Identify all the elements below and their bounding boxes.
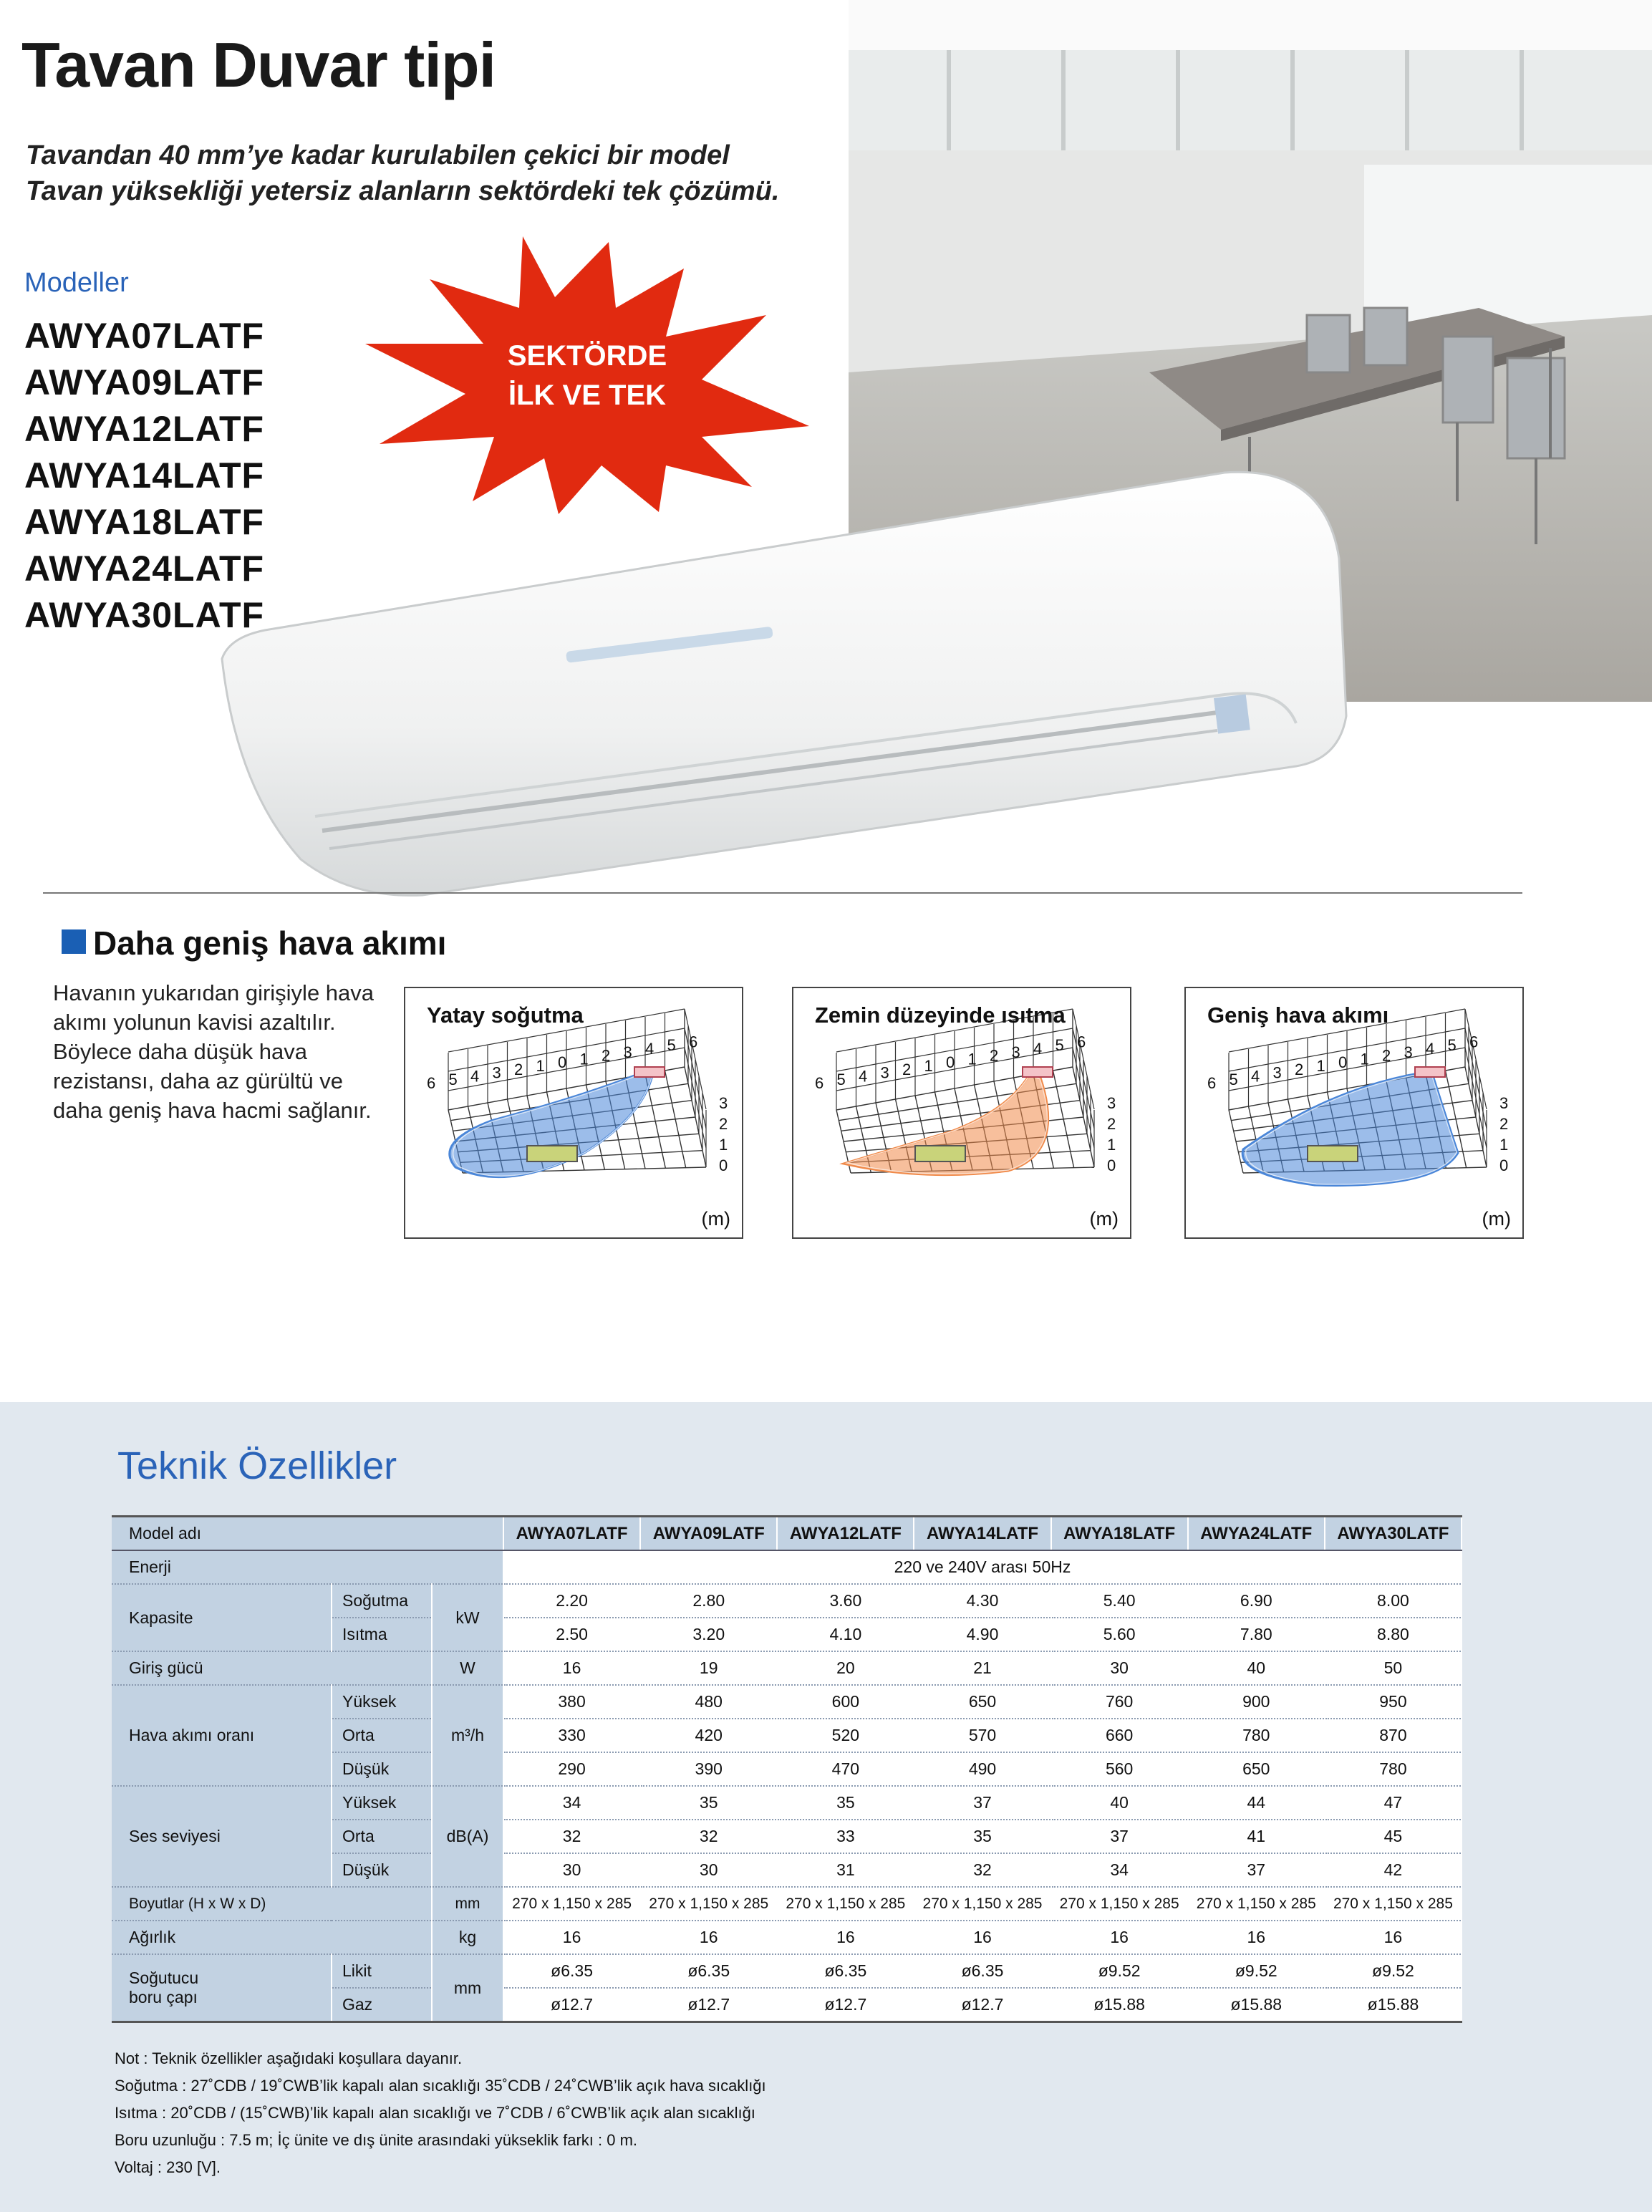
cell: 16 <box>1188 1921 1325 1954</box>
airflow-panel-wide-airflow <box>1184 987 1524 1239</box>
sub-label: Yüksek <box>332 1786 432 1820</box>
cell: 16 <box>1051 1921 1188 1954</box>
cell: 44 <box>1188 1786 1325 1820</box>
sub-label: Orta <box>332 1719 432 1752</box>
axis-tick-label: 0 <box>1499 1156 1509 1174</box>
sub-label: Gaz <box>332 1988 432 2022</box>
cell: 2.20 <box>503 1584 640 1618</box>
cell: 35 <box>640 1786 777 1820</box>
axis-tick-label: 5 <box>1447 1036 1457 1055</box>
panel-unit-label: (m) <box>701 1208 730 1230</box>
indoor-unit-marker <box>634 1067 665 1077</box>
note-line: Voltaj : 230 [V]. <box>115 2158 221 2176</box>
model-column-header: AWYA09LATF <box>640 1517 777 1551</box>
sub-label: Soğutma <box>332 1584 432 1618</box>
model-name: AWYA24LATF <box>24 549 265 589</box>
pipe-label-line-2: boru çapı <box>129 1988 198 2006</box>
table-row-energy <box>112 1550 1462 1584</box>
note-line: Isıtma : 20˚CDB / (15˚CWB)’lik kapalı alan sıcaklığı ve 7˚CDB / 6˚CWB’lik açık alan sıcaklığı <box>115 2104 755 2122</box>
axis-tick-label: 2 <box>514 1060 523 1078</box>
cell: 470 <box>777 1752 914 1786</box>
cell: 32 <box>503 1820 640 1853</box>
cell: 330 <box>503 1719 640 1752</box>
axis-tick-label: 1 <box>579 1050 589 1068</box>
cell: 20 <box>777 1651 914 1685</box>
panel-title: Zemin düzeyinde ısıtma <box>815 1003 1066 1028</box>
cell: ø6.35 <box>640 1954 777 1988</box>
cell: 270 x 1,150 x 285 <box>777 1887 914 1921</box>
cell: 270 x 1,150 x 285 <box>640 1887 777 1921</box>
axis-tick-label: 5 <box>667 1036 676 1055</box>
axis-tick-label: 0 <box>719 1156 728 1174</box>
cell: ø9.52 <box>1325 1954 1462 1988</box>
axis-tick-label: 3 <box>1011 1043 1020 1061</box>
cell: ø9.52 <box>1051 1954 1188 1988</box>
axis-tick-label: 5 <box>1229 1071 1238 1089</box>
specs-table <box>112 1515 1462 2023</box>
unit-label: mm <box>432 1954 503 2022</box>
model-column-header: AWYA12LATF <box>777 1517 914 1551</box>
model-name: AWYA09LATF <box>24 362 265 402</box>
cell: 5.60 <box>1051 1618 1188 1651</box>
cell: 31 <box>777 1853 914 1887</box>
dims-label: Boyutlar (H x W x D) <box>112 1887 432 1921</box>
table-row-capacity-cooling <box>112 1584 1462 1618</box>
energy-label: Enerji <box>112 1550 503 1584</box>
section-bullet-square <box>62 929 86 954</box>
header-label: Model adı <box>112 1517 503 1551</box>
sub-label: Düşük <box>332 1752 432 1786</box>
cell: 45 <box>1325 1820 1462 1853</box>
cell: 16 <box>503 1921 640 1954</box>
cell: 37 <box>914 1786 1050 1820</box>
cell: ø6.35 <box>777 1954 914 1988</box>
table-row-dimensions <box>112 1887 1462 1921</box>
table-row-pipe-liquid <box>112 1954 1462 1988</box>
cell: 19 <box>640 1651 777 1685</box>
cell: 41 <box>1188 1820 1325 1853</box>
axis-tick-label: 2 <box>990 1046 999 1065</box>
model-column-header: AWYA14LATF <box>914 1517 1050 1551</box>
table-header-row <box>112 1517 1462 1551</box>
cell: 950 <box>1325 1685 1462 1719</box>
cell: 35 <box>777 1786 914 1820</box>
panel-unit-label: (m) <box>1089 1208 1119 1230</box>
note-line: Not : Teknik özellikler aşağıdaki koşullara dayanır. <box>115 2049 463 2067</box>
axis-tick-label: 4 <box>859 1067 868 1086</box>
cell: 420 <box>640 1719 777 1752</box>
cell: 16 <box>914 1921 1050 1954</box>
cell: 32 <box>914 1853 1050 1887</box>
noise-label: Ses seviyesi <box>112 1786 332 1887</box>
power-label: Giriş gücü <box>112 1651 432 1685</box>
axis-tick-label: 4 <box>645 1040 654 1058</box>
axis-tick-label: 3 <box>1404 1043 1413 1061</box>
cell: 37 <box>1188 1853 1325 1887</box>
cell: 780 <box>1325 1752 1462 1786</box>
cell: 6.90 <box>1188 1584 1325 1618</box>
unit-label: m³/h <box>432 1685 503 1786</box>
note-line: Boru uzunluğu : 7.5 m; İç ünite ve dış ünite arasındaki yükseklik farkı : 0 m. <box>115 2131 638 2149</box>
axis-tick-label: 4 <box>1426 1040 1435 1058</box>
table-row-airflow-high <box>112 1685 1462 1719</box>
axis-tick-label: 4 <box>1033 1040 1043 1058</box>
axis-tick-label: 3 <box>1499 1094 1509 1112</box>
weight-label: Ağırlık <box>112 1921 432 1954</box>
cell: 5.40 <box>1051 1584 1188 1618</box>
furniture-marker <box>527 1146 577 1161</box>
airflow-panel-floor-heating <box>792 987 1131 1239</box>
axis-tick-label: 1 <box>536 1057 545 1075</box>
cell: ø12.7 <box>503 1988 640 2022</box>
indoor-unit-marker <box>1415 1067 1445 1077</box>
model-column-header: AWYA18LATF <box>1051 1517 1188 1551</box>
axis-tick-label: 3 <box>719 1094 728 1112</box>
cell: 480 <box>640 1685 777 1719</box>
axis-tick-label: 1 <box>1360 1050 1369 1068</box>
cell: ø6.35 <box>914 1954 1050 1988</box>
model-name: AWYA18LATF <box>24 502 265 542</box>
pipe-label <box>112 1954 332 2022</box>
airflow-label: Hava akımı oranı <box>112 1685 332 1786</box>
axis-tick-label: 1 <box>924 1057 933 1075</box>
cell: 8.80 <box>1325 1618 1462 1651</box>
cell: ø12.7 <box>777 1988 914 2022</box>
cell: 40 <box>1188 1651 1325 1685</box>
model-name: AWYA30LATF <box>24 595 265 635</box>
axis-tick-label: 4 <box>1251 1067 1260 1086</box>
airflow-description: Havanın yukarıdan girişiyle hava akımı yolunun kavisi azaltılır. Böylece daha düşük hava rezistansı, daha az gürültü ve daha geniş hava hacmi sağlanır. <box>53 980 375 1123</box>
unit-label: kW <box>432 1584 503 1651</box>
note-line: Soğutma : 27˚CDB / 19˚CWB’lik kapalı alan sıcaklığı 35˚CDB / 24˚CWB’lik açık hava sıcaklığı <box>115 2077 766 2095</box>
axis-tick-label: 1 <box>719 1136 728 1154</box>
cell: 4.10 <box>777 1618 914 1651</box>
cell: 290 <box>503 1752 640 1786</box>
cell: 380 <box>503 1685 640 1719</box>
cell: 16 <box>640 1921 777 1954</box>
cell: ø12.7 <box>914 1988 1050 2022</box>
model-name: AWYA12LATF <box>24 409 265 449</box>
section-divider <box>43 892 1522 894</box>
cell: 900 <box>1188 1685 1325 1719</box>
panel-unit-label: (m) <box>1482 1208 1511 1230</box>
sub-label: Likit <box>332 1954 432 1988</box>
axis-tick-label: 5 <box>1055 1036 1064 1055</box>
axis-tick-label: 3 <box>1272 1063 1282 1082</box>
cell: 570 <box>914 1719 1050 1752</box>
air-conditioner-unit-illustration <box>208 458 1353 902</box>
unit-label: mm <box>432 1887 503 1921</box>
cell: 270 x 1,150 x 285 <box>1325 1887 1462 1921</box>
cell: 16 <box>503 1651 640 1685</box>
cell: 47 <box>1325 1786 1462 1820</box>
axis-tick-label: 2 <box>902 1060 912 1078</box>
axis-tick-label: 5 <box>448 1071 458 1089</box>
cell: 490 <box>914 1752 1050 1786</box>
cell: 390 <box>640 1752 777 1786</box>
cell: 4.30 <box>914 1584 1050 1618</box>
model-name: AWYA07LATF <box>24 316 265 356</box>
model-name: AWYA14LATF <box>24 455 265 496</box>
cell: 650 <box>914 1685 1050 1719</box>
axis-tick-label: 0 <box>558 1053 567 1072</box>
cell: ø15.88 <box>1325 1988 1462 2022</box>
indoor-unit-marker <box>1023 1067 1053 1077</box>
axis-tick-label: 6 <box>815 1074 824 1092</box>
cell: 50 <box>1325 1651 1462 1685</box>
axis-tick-label: 2 <box>719 1115 728 1133</box>
axis-tick-label: 2 <box>602 1046 611 1065</box>
sub-label: Orta <box>332 1820 432 1853</box>
cell: 35 <box>914 1820 1050 1853</box>
models-label: Modeller <box>24 268 129 298</box>
capacity-label: Kapasite <box>112 1584 332 1651</box>
cell: 40 <box>1051 1786 1188 1820</box>
cell: 270 x 1,150 x 285 <box>1051 1887 1188 1921</box>
axis-tick-label: 0 <box>946 1053 955 1072</box>
badge-line-2: İLK VE TEK <box>508 380 667 411</box>
cell: 30 <box>1051 1651 1188 1685</box>
sub-label: Isıtma <box>332 1618 432 1651</box>
axis-tick-label: 6 <box>1469 1033 1479 1051</box>
specs-title: Teknik Özellikler <box>117 1444 397 1487</box>
cell: ø6.35 <box>503 1954 640 1988</box>
cell: 270 x 1,150 x 285 <box>1188 1887 1325 1921</box>
furniture-marker <box>915 1146 965 1161</box>
model-column-header: AWYA30LATF <box>1325 1517 1462 1551</box>
axis-tick-label: 2 <box>1382 1046 1391 1065</box>
cell: 32 <box>640 1820 777 1853</box>
model-column-header: AWYA24LATF <box>1188 1517 1325 1551</box>
axis-tick-label: 4 <box>470 1067 480 1086</box>
cell: ø12.7 <box>640 1988 777 2022</box>
unit-label: dB(A) <box>432 1786 503 1887</box>
cell: 4.90 <box>914 1618 1050 1651</box>
cell: 660 <box>1051 1719 1188 1752</box>
subtitle-line-1: Tavandan 40 mm’ye kadar kurulabilen çekici bir model <box>26 140 730 170</box>
cell: 2.80 <box>640 1584 777 1618</box>
sub-label: Düşük <box>332 1853 432 1887</box>
cell: 780 <box>1188 1719 1325 1752</box>
cell: 42 <box>1325 1853 1462 1887</box>
cell: 33 <box>777 1820 914 1853</box>
subtitle-line-2: Tavan yüksekliği yetersiz alanların sektördeki tek çözümü. <box>26 176 780 206</box>
axis-tick-label: 6 <box>1077 1033 1086 1051</box>
cell: 2.50 <box>503 1618 640 1651</box>
sub-label: Yüksek <box>332 1685 432 1719</box>
badge-line-1: SEKTÖRDE <box>507 340 667 372</box>
cell: 760 <box>1051 1685 1188 1719</box>
cell: 30 <box>640 1853 777 1887</box>
cell: ø15.88 <box>1051 1988 1188 2022</box>
table-row-noise-high <box>112 1786 1462 1820</box>
axis-tick-label: 3 <box>1107 1094 1116 1112</box>
cell: 7.80 <box>1188 1618 1325 1651</box>
table-row-power <box>112 1651 1462 1685</box>
cell: 16 <box>777 1921 914 1954</box>
cell: 34 <box>1051 1853 1188 1887</box>
cell: 34 <box>503 1786 640 1820</box>
axis-tick-label: 6 <box>1207 1074 1217 1092</box>
axis-tick-label: 6 <box>689 1033 698 1051</box>
axis-tick-label: 2 <box>1295 1060 1304 1078</box>
panel-title: Geniş hava akımı <box>1207 1003 1389 1028</box>
cell: 30 <box>503 1853 640 1887</box>
cell: 270 x 1,150 x 285 <box>503 1887 640 1921</box>
energy-value: 220 ve 240V arası 50Hz <box>503 1550 1462 1584</box>
axis-tick-label: 1 <box>967 1050 977 1068</box>
model-column-header: AWYA07LATF <box>503 1517 640 1551</box>
cell: ø9.52 <box>1188 1954 1325 1988</box>
axis-tick-label: 0 <box>1338 1053 1348 1072</box>
cell: 21 <box>914 1651 1050 1685</box>
cell: ø15.88 <box>1188 1988 1325 2022</box>
unit-label: kg <box>432 1921 503 1954</box>
axis-tick-label: 1 <box>1499 1136 1509 1154</box>
cell: 270 x 1,150 x 285 <box>914 1887 1050 1921</box>
axis-tick-label: 2 <box>1107 1115 1116 1133</box>
pipe-label-line-1: Soğutucu <box>129 1969 199 1987</box>
furniture-marker <box>1308 1146 1358 1161</box>
panel-title: Yatay soğutma <box>427 1003 584 1028</box>
cell: 8.00 <box>1325 1584 1462 1618</box>
cell: 870 <box>1325 1719 1462 1752</box>
airflow-section-title: Daha geniş hava akımı <box>93 924 447 962</box>
unit-label: W <box>432 1651 503 1685</box>
axis-tick-label: 0 <box>1107 1156 1116 1174</box>
cell: 37 <box>1051 1820 1188 1853</box>
cell: 650 <box>1188 1752 1325 1786</box>
axis-tick-label: 3 <box>492 1063 501 1082</box>
airflow-panel-horizontal-cooling <box>404 987 743 1239</box>
axis-tick-label: 6 <box>427 1074 436 1092</box>
cell: 3.20 <box>640 1618 777 1651</box>
cell: 520 <box>777 1719 914 1752</box>
table-row-weight <box>112 1921 1462 1954</box>
cell: 560 <box>1051 1752 1188 1786</box>
axis-tick-label: 1 <box>1107 1136 1116 1154</box>
airflow-plume <box>1242 1073 1458 1185</box>
axis-tick-label: 3 <box>880 1063 889 1082</box>
axis-tick-label: 3 <box>623 1043 632 1061</box>
cell: 3.60 <box>777 1584 914 1618</box>
page-title: Tavan Duvar tipi <box>21 29 496 100</box>
cell: 600 <box>777 1685 914 1719</box>
cell: 16 <box>1325 1921 1462 1954</box>
axis-tick-label: 5 <box>836 1071 846 1089</box>
axis-tick-label: 1 <box>1316 1057 1325 1075</box>
axis-tick-label: 2 <box>1499 1115 1509 1133</box>
